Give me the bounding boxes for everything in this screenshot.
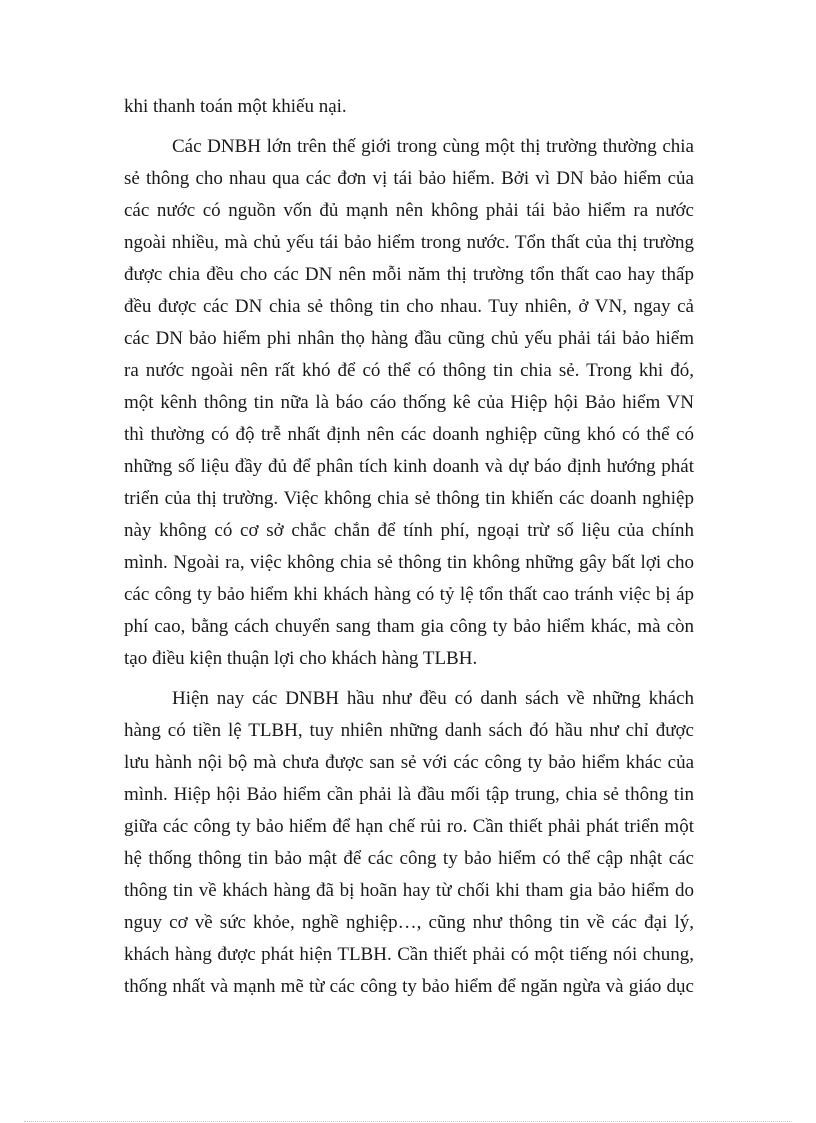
text-line: tạo điều kiện thuận lợi cho khách hàng TLBH. bbox=[124, 648, 478, 669]
text-line: giữa các công ty bảo hiểm để hạn chế rủi ro. Cần thiết phải phát triển một bbox=[124, 816, 694, 837]
text-line: khi thanh toán một khiếu nại. bbox=[124, 96, 347, 117]
text-line: thống nhất và mạnh mẽ từ các công ty bảo hiểm để ngăn ngừa và giáo dục bbox=[124, 976, 694, 997]
paragraph-gap bbox=[124, 123, 694, 131]
text-line: các nước có nguồn vốn đủ mạnh nên không phải tái bảo hiểm ra nước bbox=[124, 200, 694, 221]
text-line: ngoài nhiều, mà chủ yếu tái bảo hiểm trong nước. Tổn thất của thị trường bbox=[124, 232, 694, 253]
text-line: hệ thống thông tin bảo mật để các công ty bảo hiểm có thể cập nhật các bbox=[124, 848, 694, 869]
text-line: sẻ thông cho nhau qua các đơn vị tái bảo hiểm. Bởi vì DN bảo hiểm của bbox=[124, 168, 694, 189]
paragraph-gap bbox=[124, 675, 694, 683]
text-line: lưu hành nội bộ mà chưa được san sẻ với các công ty bảo hiểm khác của bbox=[124, 752, 694, 773]
text-line: các công ty bảo hiểm khi khách hàng có tỷ lệ tổn thất cao tránh việc bị áp bbox=[124, 584, 694, 605]
text-line: triển của thị trường. Việc không chia sẻ thông tin khiến các doanh nghiệp bbox=[124, 488, 694, 509]
text-line: này không có cơ sở chắc chắn để tính phí, ngoại trừ số liệu của chính bbox=[124, 520, 694, 541]
text-line: thì thường có độ trễ nhất định nên các doanh nghiệp cũng khó có thể có bbox=[124, 424, 694, 445]
page-bottom-divider bbox=[24, 1121, 792, 1122]
text-line: các DN bảo hiểm phi nhân thọ hàng đầu cũng chủ yếu phải tái bảo hiểm bbox=[124, 328, 694, 349]
body-text bbox=[124, 91, 694, 1003]
text-line: ra nước ngoài nên rất khó để có thể có thông tin chia sẻ. Trong khi đó, bbox=[124, 360, 694, 381]
text-line: khách hàng được phát hiện TLBH. Cần thiết phải có một tiếng nói chung, bbox=[124, 944, 694, 965]
text-line: Hiện nay các DNBH hầu như đều có danh sách về những khách bbox=[172, 688, 694, 709]
text-line: một kênh thông tin nữa là báo cáo thống kê của Hiệp hội Bảo hiểm VN bbox=[124, 392, 694, 413]
text-line: đều được các DN chia sẻ thông tin cho nhau. Tuy nhiên, ở VN, ngay cả bbox=[124, 296, 694, 317]
text-line: hàng có tiền lệ TLBH, tuy nhiên những danh sách đó hầu như chỉ được bbox=[124, 720, 694, 741]
text-line: được chia đều cho các DN nên mỗi năm thị trường tổn thất cao hay thấp bbox=[124, 264, 694, 285]
text-line: phí cao, bằng cách chuyển sang tham gia công ty bảo hiểm khác, mà còn bbox=[124, 616, 694, 637]
text-line: mình. Ngoài ra, việc không chia sẻ thông tin không những gây bất lợi cho bbox=[124, 552, 694, 573]
text-line: nguy cơ về sức khỏe, nghề nghiệp…, cũng như thông tin về các đại lý, bbox=[124, 912, 694, 933]
text-line: mình. Hiệp hội Bảo hiểm cần phải là đầu mối tập trung, chia sẻ thông tin bbox=[124, 784, 694, 805]
text-line: thông tin về khách hàng đã bị hoãn hay từ chối khi tham gia bảo hiểm do bbox=[124, 880, 694, 901]
text-line: những số liệu đầy đủ để phân tích kinh doanh và dự báo định hướng phát bbox=[124, 456, 694, 477]
text-line: Các DNBH lớn trên thế giới trong cùng một thị trường thường chia bbox=[172, 136, 694, 157]
